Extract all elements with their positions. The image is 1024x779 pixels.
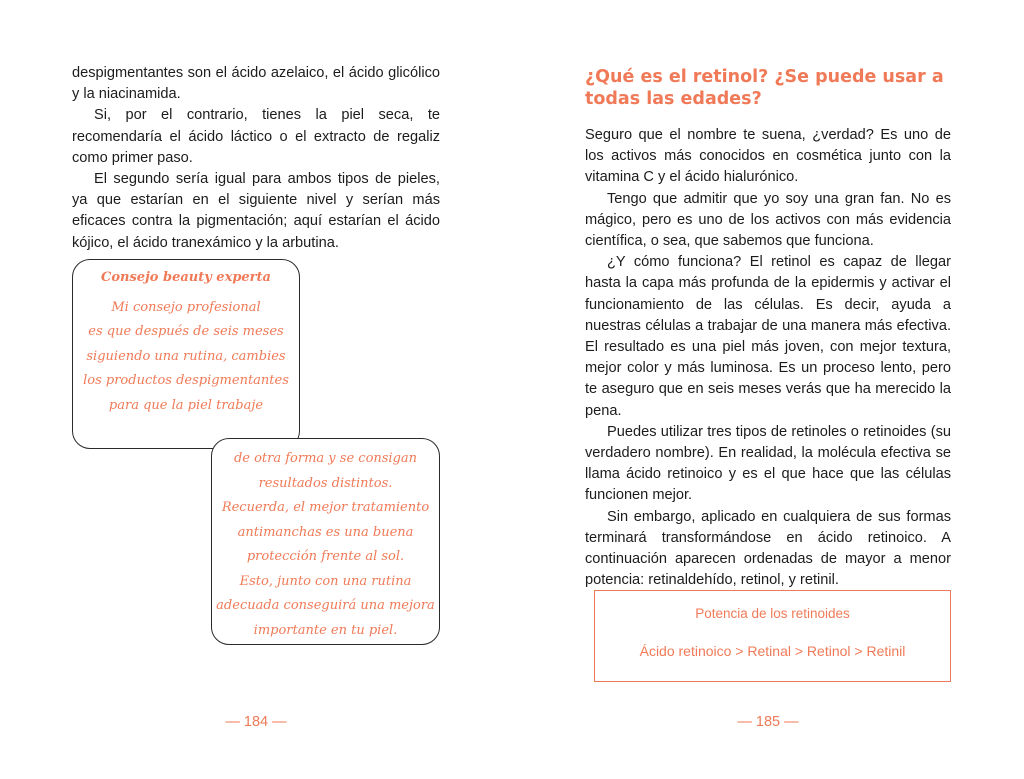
- tip-line: Esto, junto con una rutina: [239, 573, 412, 589]
- potency-title: Potencia de los retinoides: [695, 606, 850, 621]
- right-body-text: [585, 125, 951, 591]
- potency-ranking: Ácido retinoico > Retinal > Retinol > Retinil: [639, 643, 906, 659]
- tip-text: [212, 447, 439, 643]
- page-number: — 185 —: [737, 714, 799, 730]
- expert-tip-continuation-box: [211, 438, 440, 645]
- tip-text: [73, 296, 299, 419]
- tip-line: antimanchas es una buena: [237, 524, 414, 540]
- tip-line: Mi consejo profesional: [111, 299, 261, 315]
- tip-line: de otra forma y se consigan: [233, 451, 418, 466]
- tip-line: siguiendo una rutina, cambies: [86, 348, 286, 364]
- tip-line: para que la piel trabaje: [108, 397, 264, 413]
- paragraph: despigmentantes son el ácido azelaico, el ácido glicólico y la niacinamida.: [72, 65, 440, 103]
- tip-line: Recuerda, el mejor tratamiento: [221, 500, 430, 515]
- tip-line: adecuada conseguirá una mejora: [216, 598, 435, 613]
- tip-line: importante en tu piel.: [253, 622, 398, 638]
- expert-tip-box: [72, 259, 300, 449]
- section-heading: ¿Qué es el retinol? ¿Se puede usar a todas las edades?: [585, 67, 944, 109]
- paragraph: Si, por el contrario, tienes la piel seca, te recomendaría el ácido láctico o el extracto de regaliz como primer paso.: [72, 107, 440, 166]
- tip-title: Consejo beauty experta: [101, 270, 271, 285]
- paragraph: ¿Y cómo funciona? El retinol es capaz de llegar hasta la capa más profunda de la epidermis y activar el funcionamiento de las células. Es decir, ayuda a nuestras células a trabajar de una manera más efectiva. El resultado es una piel más joven, con mejor textura, mejor color y más luminosa. Es un proceso lento, pero te aseguro que en seis meses verás que ha merecido la pena.: [585, 254, 951, 419]
- paragraph: Sin embargo, aplicado en cualquiera de sus formas terminará transformándose en ácido retinoico. A continuación aparecen ordenadas de mayor a menor potencia: retinaldehído, retinol, y retinil.: [585, 508, 951, 589]
- tip-line: protección frente al sol.: [246, 549, 405, 564]
- paragraph: Tengo que admitir que yo soy una gran fan. No es mágico, pero es uno de los activos con más evidencia científica, o sea, que sabemos que funciona.: [585, 190, 951, 250]
- paragraph: Puedes utilizar tres tipos de retinoles o retinoides (su verdadero nombre). En realidad, la molécula efectiva se llama ácido retinoico y es el que hace que las células funcionen mejor.: [585, 423, 951, 504]
- page-number: — 184 —: [225, 714, 287, 730]
- tip-line: los productos despigmentantes: [83, 373, 289, 388]
- right-page: [512, 0, 1024, 779]
- tip-line: es que después de seis meses: [88, 324, 284, 339]
- paragraph: Seguro que el nombre te suena, ¿verdad? Es uno de los activos más conocidos en cosmética junto con la vitamina C y el ácido hialurónico.: [585, 127, 951, 186]
- left-body-text: [72, 63, 440, 254]
- paragraph: El segundo sería igual para ambos tipos de pieles, ya que estarían en el siguiente nivel y serían más eficaces contra la pigmentación; aquí estarían el ácido kójico, el ácido tranexámico y la arbutina.: [72, 171, 440, 251]
- retinoid-potency-box: [594, 590, 951, 682]
- tip-line: resultados distintos.: [258, 475, 393, 491]
